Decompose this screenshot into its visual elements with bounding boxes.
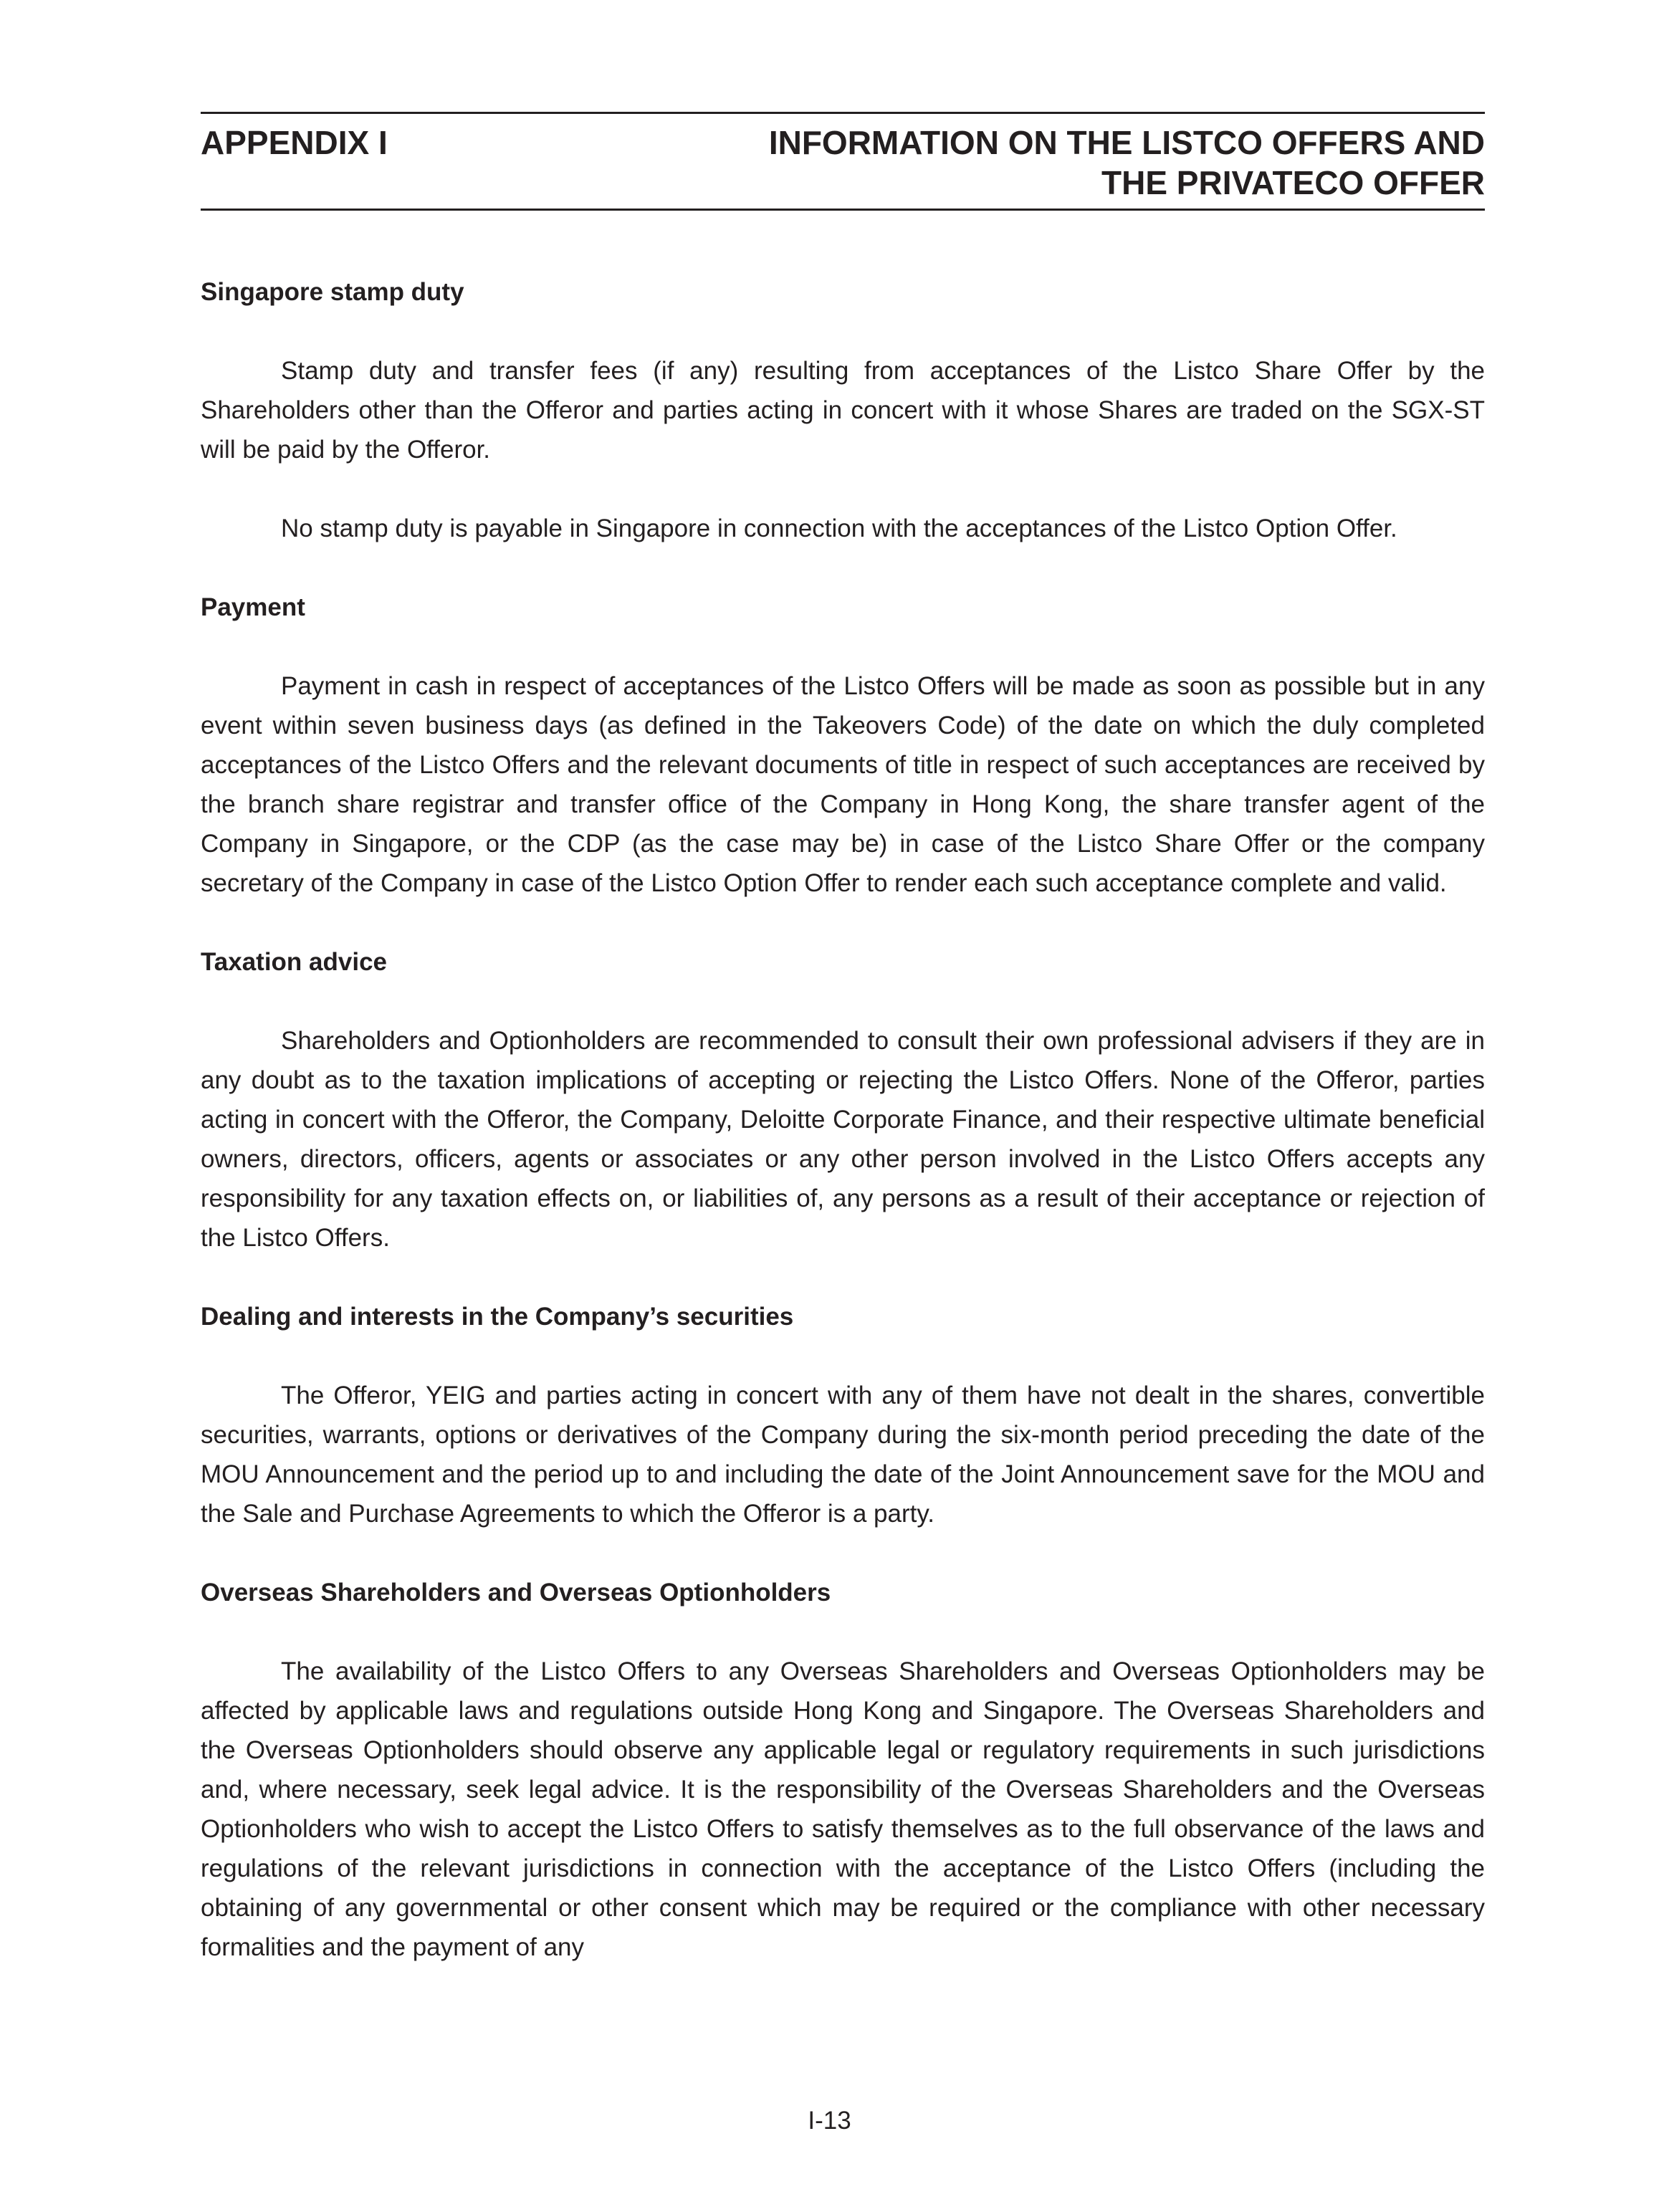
section-singapore-stamp-duty (201, 272, 1485, 548)
section-dealing-and-interests (201, 1297, 1485, 1533)
paragraph: Shareholders and Optionholders are recommended to consult their own professional advisers if they are in any doubt as to the taxation implications of accepting or rejecting the Listco Offers. None of the Offeror, parties acting in concert with the Offeror, the Company, Deloitte Corporate Finance, and their respective ultimate beneficial owners, directors, officers, agents or associates or any other person involved in the Listco Offers accepts any responsibility for any taxation effects on, or liabilities of, any persons as a result of their acceptance or rejection of the Listco Offers. (201, 1027, 1485, 1252)
appendix-title-line-1: INFORMATION ON THE LISTCO OFFERS AND (768, 124, 1485, 161)
paragraph: Payment in cash in respect of acceptances of the Listco Offers will be made as soon as possible but in any event within seven business days (as defined in the Takeovers Code) of the date on which the duly completed acceptances of the Listco Offers and the relevant documents of title in respect of such acceptances are received by the branch share registrar and transfer office of the Company in Hong Kong, the share transfer agent of the Company in Singapore, or the CDP (as the case may be) in case of the Listco Share Offer or the company secretary of the Company in case of the Listco Option Offer to render each such acceptance complete and valid. (201, 672, 1485, 897)
document-page (201, 112, 1485, 1967)
appendix-label: APPENDIX I (201, 124, 388, 161)
section-heading: Taxation advice (201, 948, 388, 976)
section-heading: Overseas Shareholders and Overseas Optionholders (201, 1579, 831, 1607)
appendix-title-line-2: THE PRIVATECO OFFER (1101, 164, 1485, 201)
section-overseas-holders (201, 1573, 1485, 1967)
paragraph: No stamp duty is payable in Singapore in connection with the acceptances of the Listco Option Offer. (281, 514, 1397, 542)
section-payment (201, 588, 1485, 903)
paragraph: Stamp duty and transfer fees (if any) resulting from acceptances of the Listco Share Offer by the Shareholders other than the Offeror and parties acting in concert with it whose Shares are traded on the SGX-ST will be paid by the Offeror. (201, 357, 1485, 464)
page-number: I-13 (808, 2107, 851, 2135)
paragraph: The Offeror, YEIG and parties acting in concert with any of them have not dealt in the shares, convertible securities, warrants, options or derivatives of the Company during the six-month period preceding the date of the MOU Announcement and the period up to and including the date of the Joint Announcement save for the MOU and the Sale and Purchase Agreements to which the Offeror is a party. (201, 1382, 1485, 1528)
section-taxation-advice (201, 942, 1485, 1258)
section-heading: Payment (201, 593, 305, 621)
page-header (201, 112, 1485, 211)
section-heading: Dealing and interests in the Company’s securities (201, 1303, 794, 1331)
section-heading: Singapore stamp duty (201, 278, 464, 306)
paragraph: The availability of the Listco Offers to any Overseas Shareholders and Overseas Optionholders may be affected by applicable laws and regulations outside Hong Kong and Singapore. The Overseas Shareholders and the Overseas Optionholders should observe any applicable legal or regulatory requirements in such jurisdictions and, where necessary, seek legal advice. It is the responsibility of the Overseas Shareholders and the Overseas Optionholders who wish to accept the Listco Offers to satisfy themselves as to the full observance of the laws and regulations of the relevant jurisdictions in connection with the acceptance of the Listco Offers (including the obtaining of any governmental or other consent which may be required or the compliance with other necessary formalities and the payment of any (201, 1657, 1485, 1961)
appendix-title (769, 123, 1485, 203)
